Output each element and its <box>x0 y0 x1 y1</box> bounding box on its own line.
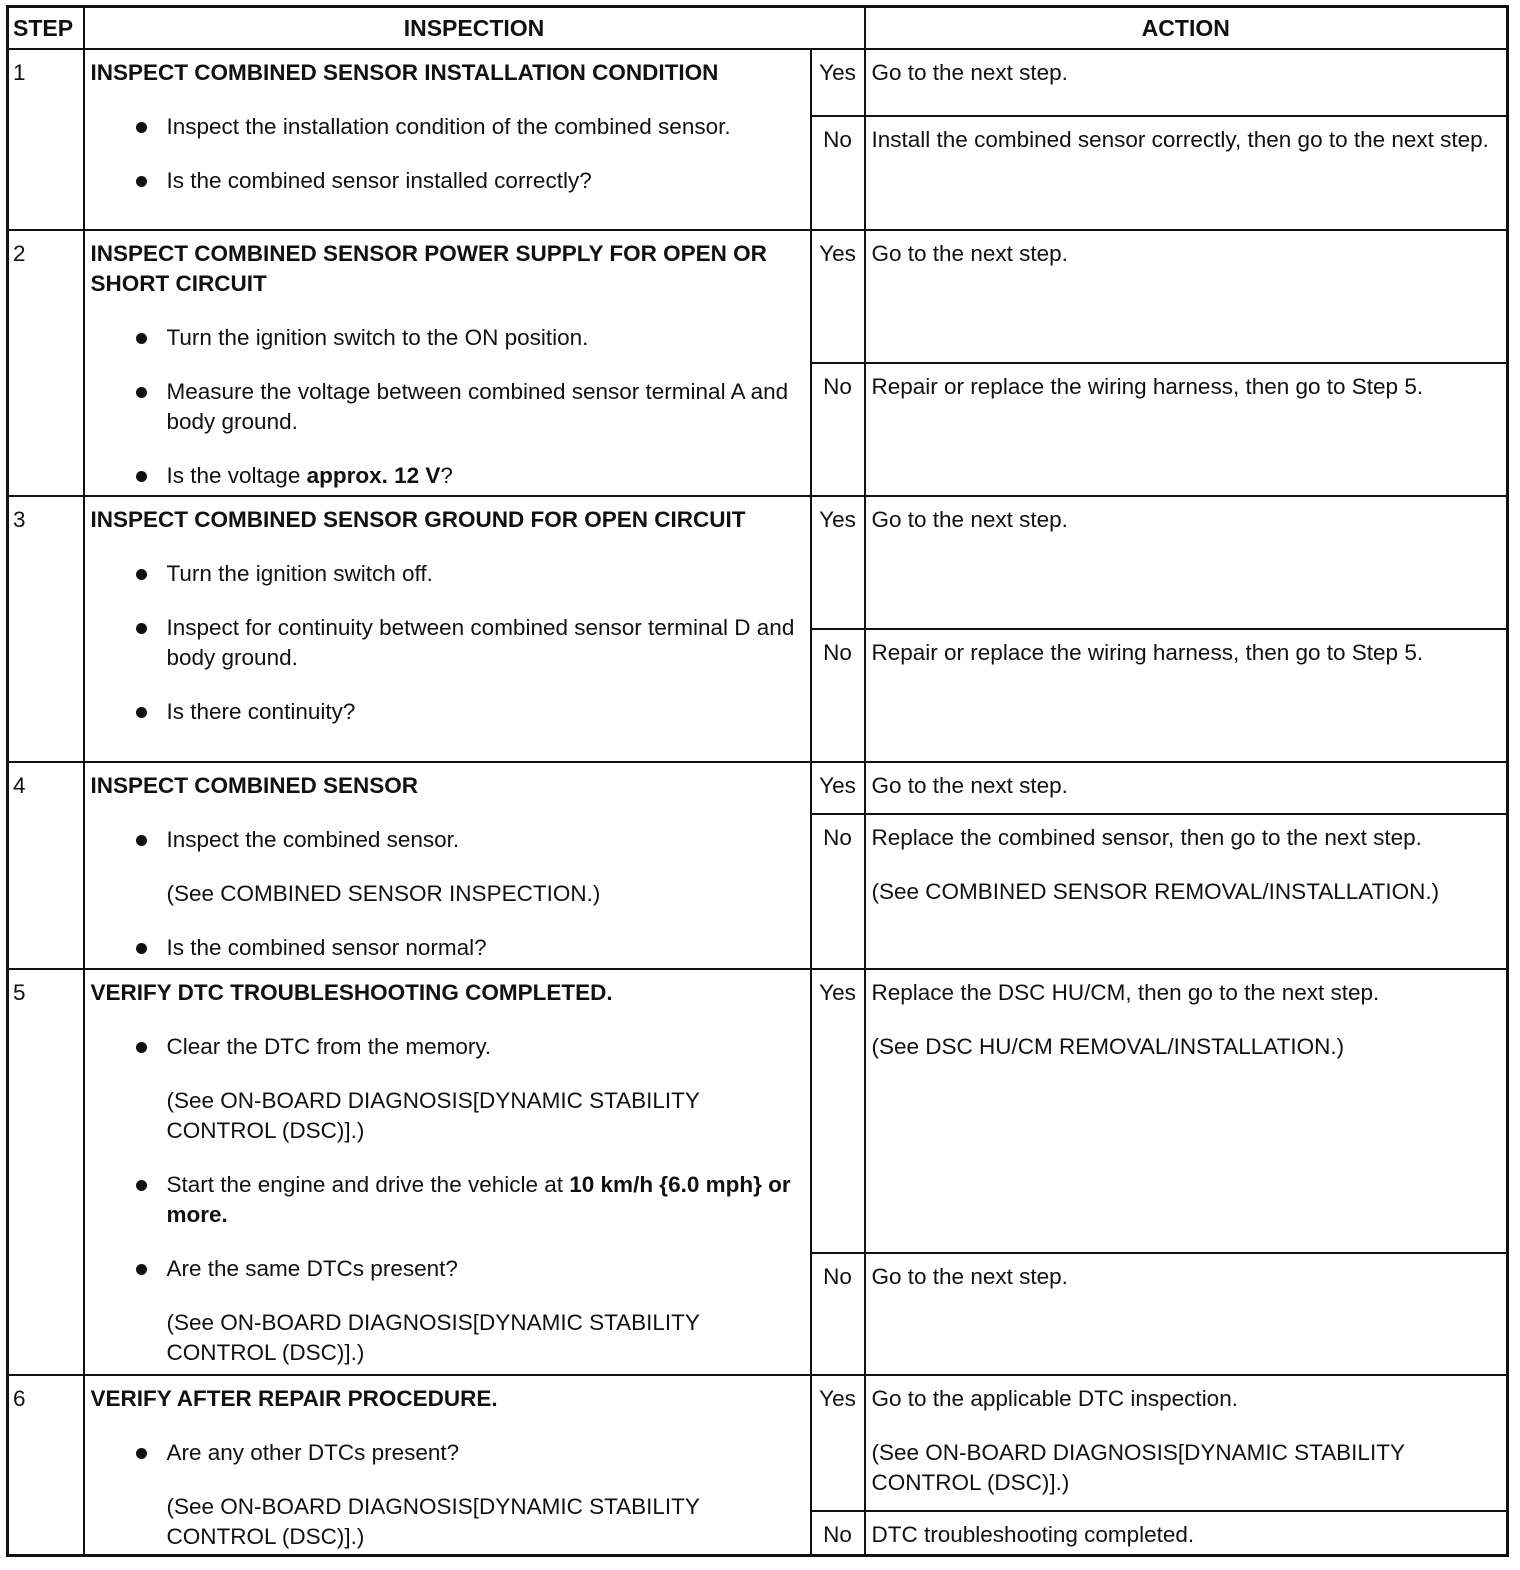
no-action-cell <box>865 814 1508 969</box>
no-label: No <box>811 1511 865 1555</box>
yes-action: Go to the next step. <box>865 230 1508 363</box>
bullet-item: Turn the ignition switch to the ON position. <box>91 323 802 353</box>
step-title: INSPECT COMBINED SENSOR POWER SUPPLY FOR OPEN OR SHORT CIRCUIT <box>90 241 767 296</box>
yes-action: Go to the applicable DTC inspection. <box>871 1386 1238 1411</box>
step-number: 4 <box>8 762 84 969</box>
yes-label: Yes <box>811 49 865 116</box>
no-label: No <box>811 1253 865 1375</box>
step-4-inspection <box>84 762 811 969</box>
yes-action: Go to the next step. <box>865 49 1508 116</box>
bullet-item: Is the combined sensor normal? <box>91 933 802 963</box>
no-label: No <box>811 629 865 762</box>
bullet-item: Turn the ignition switch off. <box>91 559 802 589</box>
no-action: Repair or replace the wiring harness, then go to Step 5. <box>865 363 1508 496</box>
yes-label: Yes <box>811 762 865 814</box>
bullet-item: Is there continuity? <box>91 697 802 727</box>
yes-action: Go to the next step. <box>865 762 1508 814</box>
header-action: ACTION <box>865 7 1508 50</box>
header-step: STEP <box>8 7 84 50</box>
bullet-item: Inspect for continuity between combined sensor terminal D and body ground. <box>91 613 802 673</box>
step-3-yes-row <box>8 496 1508 629</box>
reference-text: (See DSC HU/CM REMOVAL/INSTALLATION.) <box>871 1034 1345 1059</box>
step-title: INSPECT COMBINED SENSOR INSTALLATION CONDITION <box>90 60 719 85</box>
bullet-item: Are the same DTCs present? <box>91 1254 802 1284</box>
no-action: Go to the next step. <box>865 1253 1508 1375</box>
bullet-item: Inspect the combined sensor. <box>91 825 802 855</box>
header-row <box>8 7 1508 50</box>
bullet-text: Start the engine and drive the vehicle at <box>166 1172 570 1197</box>
no-label: No <box>811 116 865 230</box>
step-number: 1 <box>8 49 84 230</box>
step-5-yes-row <box>8 969 1508 1253</box>
reference-text: (See ON-BOARD DIAGNOSIS[DYNAMIC STABILITY CONTROL (DSC)].) <box>166 1310 700 1365</box>
step-6-yes-row <box>8 1375 1508 1511</box>
bullet-bold-text: approx. 12 V <box>306 463 441 488</box>
yes-label: Yes <box>811 969 865 1253</box>
step-2-inspection <box>84 230 811 496</box>
bullet-bold-text: 10 km/h {6.0 mph} or more. <box>166 1172 791 1227</box>
bullet-text: ? <box>440 463 453 488</box>
step-1-yes-row <box>8 49 1508 116</box>
reference-text: (See ON-BOARD DIAGNOSIS[DYNAMIC STABILITY CONTROL (DSC)].) <box>166 1088 700 1143</box>
no-action: Install the combined sensor correctly, then go to the next step. <box>865 116 1508 230</box>
yes-action: Replace the DSC HU/CM, then go to the next step. <box>871 980 1380 1005</box>
yes-action-cell <box>865 1375 1508 1511</box>
step-title: INSPECT COMBINED SENSOR GROUND FOR OPEN CIRCUIT <box>90 507 746 532</box>
reference-text: (See ON-BOARD DIAGNOSIS[DYNAMIC STABILITY CONTROL (DSC)].) <box>871 1440 1405 1495</box>
step-3-inspection <box>84 496 811 762</box>
step-6-inspection <box>84 1375 811 1555</box>
step-number: 3 <box>8 496 84 762</box>
bullet-item: Measure the voltage between combined sensor terminal A and body ground. <box>91 377 802 437</box>
bullet-item: Is the combined sensor installed correctly? <box>91 166 802 196</box>
reference-text: (See ON-BOARD DIAGNOSIS[DYNAMIC STABILITY CONTROL (DSC)].) <box>166 1494 700 1549</box>
step-title: VERIFY AFTER REPAIR PROCEDURE. <box>90 1386 498 1411</box>
yes-action: Go to the next step. <box>865 496 1508 629</box>
step-title: VERIFY DTC TROUBLESHOOTING COMPLETED. <box>90 980 613 1005</box>
header-inspection: INSPECTION <box>84 7 865 50</box>
bullet-item: Clear the DTC from the memory. <box>91 1032 802 1062</box>
yes-label: Yes <box>811 496 865 629</box>
step-2-yes-row <box>8 230 1508 363</box>
step-5-inspection <box>84 969 811 1375</box>
no-action: Replace the combined sensor, then go to the next step. <box>871 825 1422 850</box>
step-number: 6 <box>8 1375 84 1555</box>
reference-text: (See COMBINED SENSOR REMOVAL/INSTALLATION.) <box>871 879 1440 904</box>
no-label: No <box>811 814 865 969</box>
bullet-item: Inspect the installation condition of the combined sensor. <box>91 112 802 142</box>
yes-label: Yes <box>811 1375 865 1511</box>
bullet-item: Are any other DTCs present? <box>91 1438 802 1468</box>
bullet-item <box>91 461 802 491</box>
step-number: 5 <box>8 969 84 1375</box>
no-label: No <box>811 363 865 496</box>
diagnostic-table <box>6 5 1509 1557</box>
step-number: 2 <box>8 230 84 496</box>
step-1-inspection <box>84 49 811 230</box>
bullet-item <box>91 1170 802 1230</box>
no-action: DTC troubleshooting completed. <box>865 1511 1508 1555</box>
step-title: INSPECT COMBINED SENSOR <box>90 773 419 798</box>
bullet-text: Is the voltage <box>166 463 307 488</box>
yes-label: Yes <box>811 230 865 363</box>
step-4-yes-row <box>8 762 1508 814</box>
yes-action-cell <box>865 969 1508 1253</box>
no-action: Repair or replace the wiring harness, then go to Step 5. <box>865 629 1508 762</box>
reference-text: (See COMBINED SENSOR INSPECTION.) <box>166 881 601 906</box>
